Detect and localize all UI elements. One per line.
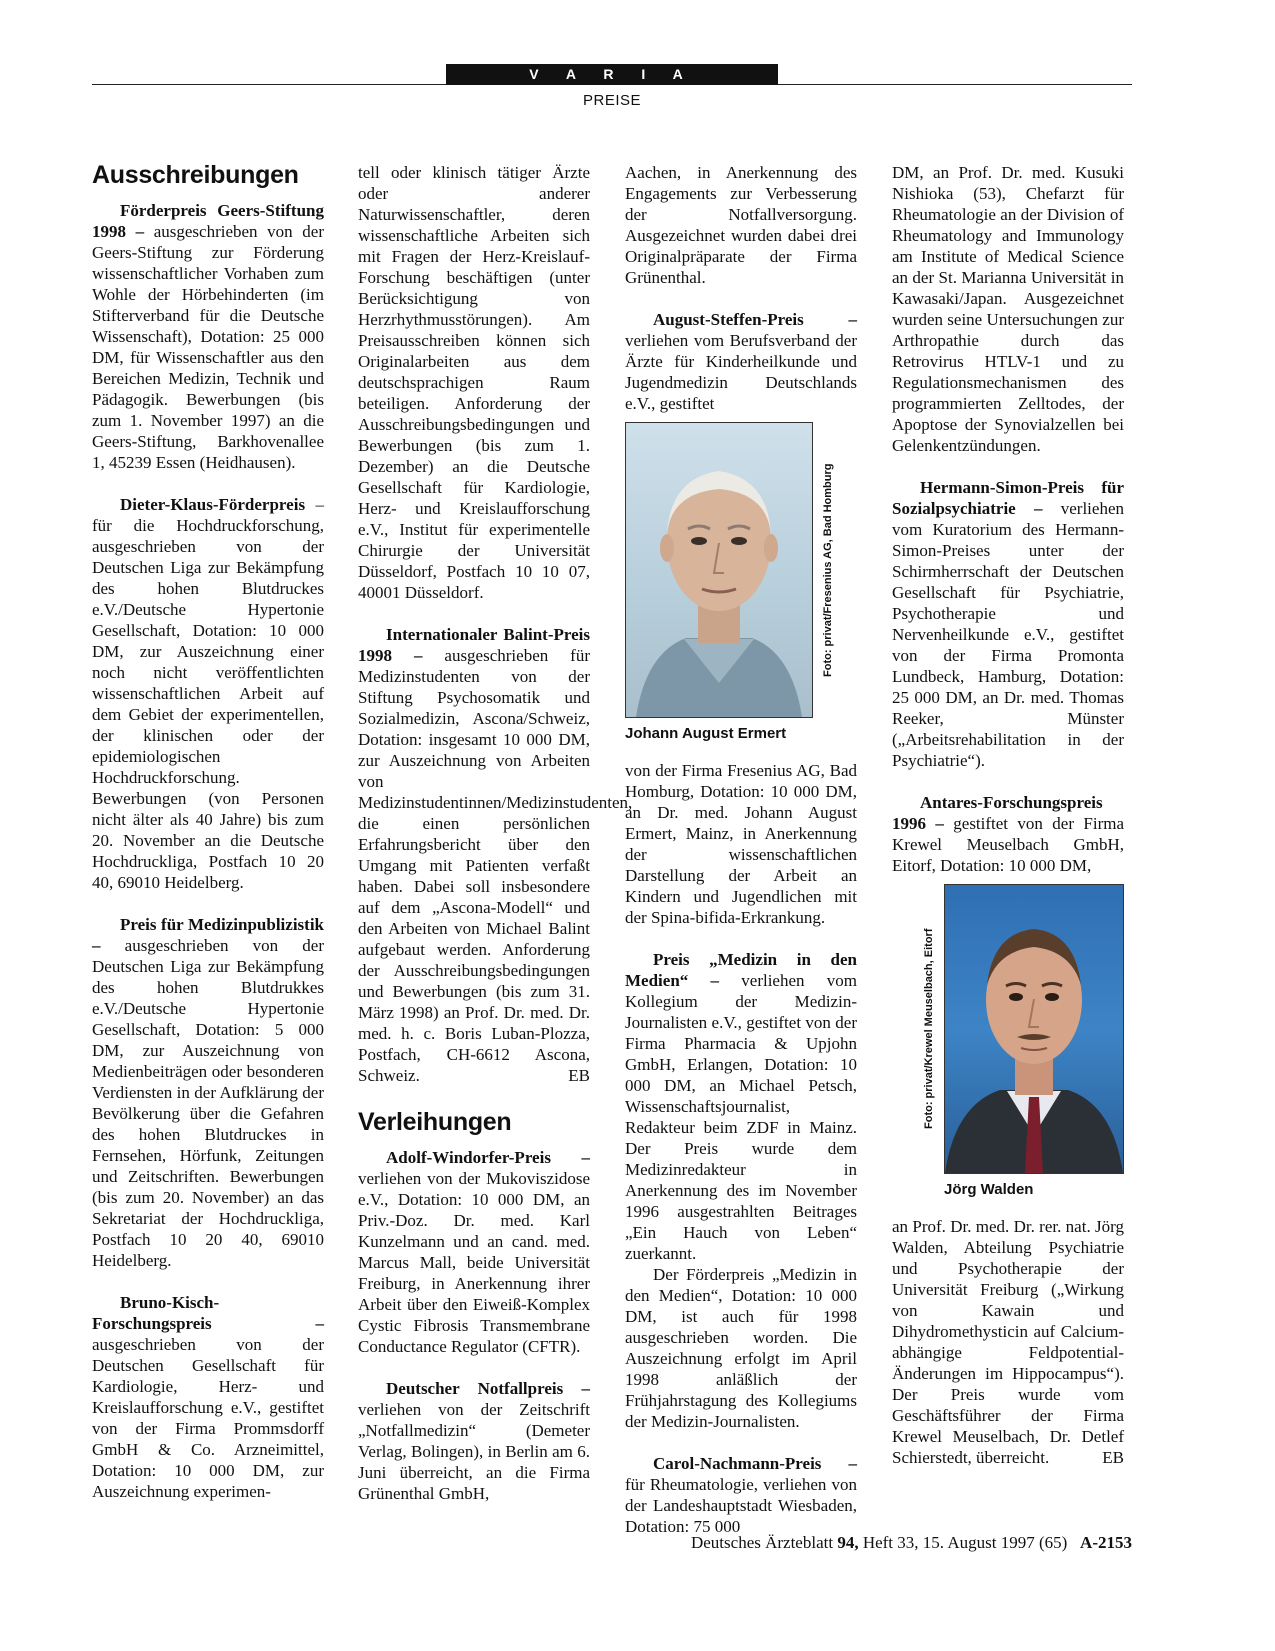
article-hermann-simon bbox=[892, 477, 1124, 771]
portrait-photo-ermert bbox=[625, 422, 813, 718]
section-heading-ausschreibungen: Ausschreibungen bbox=[92, 161, 299, 189]
section-banner: V A R I A bbox=[446, 64, 778, 85]
article-august-steffen bbox=[625, 309, 857, 414]
article-title: Dieter-Klaus-Förderpreis bbox=[120, 495, 306, 514]
article-antares bbox=[892, 792, 1124, 876]
section-heading-verleihungen: Verleihungen bbox=[358, 1108, 512, 1136]
article-antares-continued bbox=[892, 1216, 1124, 1468]
journal-volume: 94, bbox=[837, 1533, 859, 1552]
article-body: an Prof. Dr. med. Dr. rer. nat. Jörg Walden, Abteilung Psychiatrie und Psychotherapie der Universität Freiburg („Wirkung von Kawain und Dihydromethysticin auf Calcium-abhängige Feldpotential-Änderungen im Hippocampus“). Der Preis wurde vom Geschäftsführer der Firma Krewel Meuselbach, Dr. Detlef Schierstedt, überreicht. bbox=[892, 1217, 1124, 1467]
author-sign: EB bbox=[568, 1066, 590, 1085]
article-body: gestiftet von der Firma Krewel Meuselbach GmbH, Eitorf, Dotation: 10 000 DM, bbox=[892, 814, 1125, 875]
article-title: Bruno-Kisch-Forschungspreis – bbox=[92, 1293, 324, 1333]
article-body: ausgeschrieben von der Deutschen Gesellschaft für Kardiologie, Herz- und Kreislaufforschung e.V., gestiftet von der Firma Prommsdorff GmbH & Co. Arzneimittel, Dotation: 10 000 DM, zur Auszeichnung experimen- bbox=[92, 1335, 324, 1501]
column-1 bbox=[92, 160, 324, 1523]
column-3 bbox=[625, 162, 857, 1558]
article-body: ausgeschrieben von der Geers-Stiftung zur Förderung wissenschaftlicher Vorhaben zum Wohle der Hörbehinderten (im Stifterverband für die Deutsche Wissenschaft), Dotation: 25 000 DM, für Wissenschaftler aus den Bereichen Medizin, Technik und Pädagogik. Bewerbungen (bis zum 1. November 1997) an die Geers-Stiftung, Barkhovenallee 1, 45239 Essen (Heidhausen). bbox=[92, 222, 324, 472]
photo-credit: Foto: privat/Krewel Meuselbach, Eitorf bbox=[923, 928, 935, 1130]
article-dieter-klaus bbox=[92, 494, 324, 893]
photo-walden-frame bbox=[923, 884, 1124, 1174]
article-notfallpreis bbox=[358, 1378, 590, 1504]
page-footer bbox=[691, 1533, 1132, 1553]
article-title: Förderpreis Geers-Stiftung 1998 – bbox=[92, 201, 324, 241]
article-body: verliehen von der Zeitschrift „Notfallmedizin“ (Demeter Verlag, Bolingen), in Berlin am 6. Juni überreicht, an die Firma Grünenthal GmbH, bbox=[358, 1400, 590, 1503]
article-body: ausgeschrieben für Medizinstudenten von der Stiftung Psychosomatik und Sozialmedizin, Ascona/Schweiz, Dotation: insgesamt 10 000 DM, zur Auszeichnung von Arbeiten von Medizinstudentinnen/Medizinstudenten, die einen persönlichen Erfahrungsbericht über den Umgang mit Patienten verfaßt haben. Dabei soll insbesondere auf dem „Ascona-Modell“ und den Arbeiten von Michael Balint aufgebaut werden. Anforderung der Ausschreibungsbedingungen und Bewerbungen (bis zum 31. März 1998) an Prof. Dr. med. Dr. med. h. c. Boris Luban-Plozza, Postfach, CH-6612 Ascona, Schweiz. bbox=[358, 646, 633, 1085]
article-body: verliehen vom Kollegium der Medizin-Journalisten e.V., gestiftet von der Firma Pharmacia & Upjohn GmbH, Erlangen, Dotation: 10 000 DM, an Michael Petsch, Wissenschaftsjournalist, Redakteur beim ZDF in Mainz. Der Preis wurde dem Medizinredakteur in Anerkennung des im November 1996 ausgestrahlten Beitrages „Ein Hauch von Leben“ zuerkannt. bbox=[625, 971, 857, 1263]
article-body: verliehen vom Berufsverband der Ärzte für Kinderheilkunde und Jugendmedizin Deutschlands e.V., gestiftet bbox=[625, 331, 857, 413]
portrait-illustration bbox=[945, 885, 1123, 1173]
photo-ermert-frame bbox=[625, 422, 834, 718]
author-sign: EB bbox=[1102, 1448, 1124, 1467]
article-title: Preis „Medizin in den Medien“ – bbox=[625, 950, 857, 990]
article-body: verliehen vom Kuratorium des Hermann-Simon-Preises unter der Schirmherrschaft der Deutschen Gesellschaft für Psychiatrie, Psychotherapie und Nervenheilkunde e.V., gestiftet von der Firma Promonta Lundbeck, Hamburg, Dotation: 25 000 DM, an Dr. med. Thomas Reeker, Münster („Arbeitsrehabilitation in der Psychiatrie“). bbox=[892, 499, 1124, 770]
journal-name: Deutsches Ärzteblatt bbox=[690, 1533, 834, 1552]
article-title: Carol-Nachmann-Preis – bbox=[653, 1454, 857, 1473]
article-title: Deutscher Notfallpreis – bbox=[386, 1379, 590, 1398]
article-carol-nachmann bbox=[625, 1453, 857, 1537]
article-geers bbox=[92, 200, 324, 473]
article-august-steffen-continued: von der Firma Fresenius AG, Bad Homburg, Dotation: 10 000 DM, an Dr. med. Johann August Ermert, Mainz, in Anerkennung der wissenschaftlichen Darstellung der Arbeit an Kindern und Jugendlichen mit der Spina-bifida-Erkrankung. bbox=[625, 761, 857, 927]
article-balint bbox=[358, 624, 633, 1086]
journal-issue: Heft 33, 15. August 1997 (65) bbox=[862, 1533, 1068, 1552]
portrait-illustration bbox=[626, 423, 812, 717]
article-medizin-medien bbox=[625, 949, 857, 1264]
article-medizin-medien-2: Der Förderpreis „Medizin in den Medien“, Dotation: 10 000 DM, ist auch für 1998 ausgeschrieben worden. Die Auszeichnung erfolgt im April 1998 anläßlich der Frühjahrstagung des Kollegiums der Medizin-Journalisten. bbox=[625, 1265, 857, 1431]
article-notfallpreis-continued: Aachen, in Anerkennung des Engagements zur Verbesserung der Notfallversorgung. Ausgezeichnet wurden dabei drei Originalpräparate der Firma Grünenthal. bbox=[625, 163, 857, 287]
article-title: August-Steffen-Preis – bbox=[653, 310, 857, 329]
photo-credit: Foto: privat/Fresenius AG, Bad Homburg bbox=[822, 463, 834, 677]
column-2 bbox=[358, 162, 633, 1525]
subsection-label: PREISE bbox=[582, 92, 642, 109]
article-body: – für die Hochdruckforschung, ausgeschrieben von der Deutschen Liga zur Bekämpfung des hohen Blutdruckes e.V./Deutsche Hypertonie Gesellschaft, Dotation: 10 000 DM, zur Auszeichnung einer noch nicht veröffentlichten wissenschaftlichen Arbeit auf dem Gebiet der experimentellen, der klinischen oder der epidemiologischen Hochdruckforschung. Bewerbungen (von Personen nicht älter als 40 Jahre) bis zum 20. November an die Deutsche Hochdruckliga, Postfach 10 20 40, 69010 Heidelberg. bbox=[92, 495, 324, 892]
article-bruno-kisch-continued: tell oder klinisch tätiger Ärzte oder anderer Naturwissenschaftler, deren wissenschaftliche Arbeiten sich mit Fragen der Herz-Kreislauf-Forschung beschäftigen (unter Berücksichtigung von Herzrhythmusstörungen). Am Preisausschreiben können sich Originalarbeiten aus dem deutschsprachigen Raum beteiligen. Anforderung der Ausschreibungsbedingungen und Bewerbungen (bis zum 1. Dezember) an die Deutsche Gesellschaft für Kardiologie, Herz- und Kreislaufforschung e.V., Institut für experimentelle Chirurgie der Universität Düsseldorf, Postfach 10 10 07, 40001 Düsseldorf. bbox=[358, 163, 590, 602]
photo-caption: Johann August Ermert bbox=[625, 725, 787, 742]
article-body: ausgeschrieben von der Deutschen Liga zur Bekämpfung des hohen Blutdrukkes e.V./Deutsche Hypertonie Gesellschaft, Dotation: 5 000 DM, zur Auszeichnung von Medienbeiträgen oder besonderen Verdiensten in der Aufklärung der Bevölkerung über die Gefahren des hohen Blutdruckes in Fernsehen, Hörfunk, Zeitungen und Zeitschriften. Bewerbungen (bis zum 20. November) an das Sekretariat der Hochdruckliga, Postfach 10 20 40, 69010 Heidelberg. bbox=[92, 936, 324, 1270]
photo-caption: Jörg Walden bbox=[944, 1181, 1034, 1198]
article-body: verliehen von der Mukoviszidose e.V., Dotation: 10 000 DM, an Priv.-Doz. Dr. med. Karl Kunzelmann und an cand. med. Marcus Mall, beide Universität Freiburg, in Anerkennung ihrer Arbeit über den Eiweiß-Komplex Cystic Fibrosis Transmembrane Conductance Regulator (CFTR). bbox=[358, 1169, 590, 1356]
article-title: Hermann-Simon-Preis für Sozialpsychiatrie – bbox=[892, 478, 1124, 518]
article-title: Internationaler Balint-Preis 1998 – bbox=[358, 625, 590, 665]
article-title: Preis für Medizinpublizistik – bbox=[92, 915, 324, 955]
article-bruno-kisch bbox=[92, 1292, 324, 1502]
article-title: Adolf-Windorfer-Preis – bbox=[386, 1148, 590, 1167]
page-number: A-2153 bbox=[1080, 1533, 1132, 1552]
article-windorfer bbox=[358, 1147, 590, 1357]
portrait-photo-walden bbox=[944, 884, 1124, 1174]
article-title: Antares-Forschungspreis 1996 – bbox=[892, 793, 1103, 833]
article-carol-nachmann-continued: DM, an Prof. Dr. med. Kusuki Nishioka (53), Chefarzt für Rheumatologie an der Division of Rheumatology and Immunology am Institute of Medical Science an der St. Marianna Universität in Kawasaki/Japan. Ausgezeichnet wurden seine Untersuchungen zur Arthropathie durch das Retrovirus HTLV-1 und zu Regulationsmechanismen des programmierten Zelltodes, der Apoptose der Synovialzellen bei Gelenkentzündungen. bbox=[892, 163, 1124, 455]
column-4 bbox=[892, 162, 1124, 1489]
article-medizinpublizistik bbox=[92, 914, 324, 1271]
article-body: für Rheumatologie, verliehen von der Landeshauptstadt Wiesbaden, Dotation: 75 000 bbox=[625, 1475, 857, 1536]
